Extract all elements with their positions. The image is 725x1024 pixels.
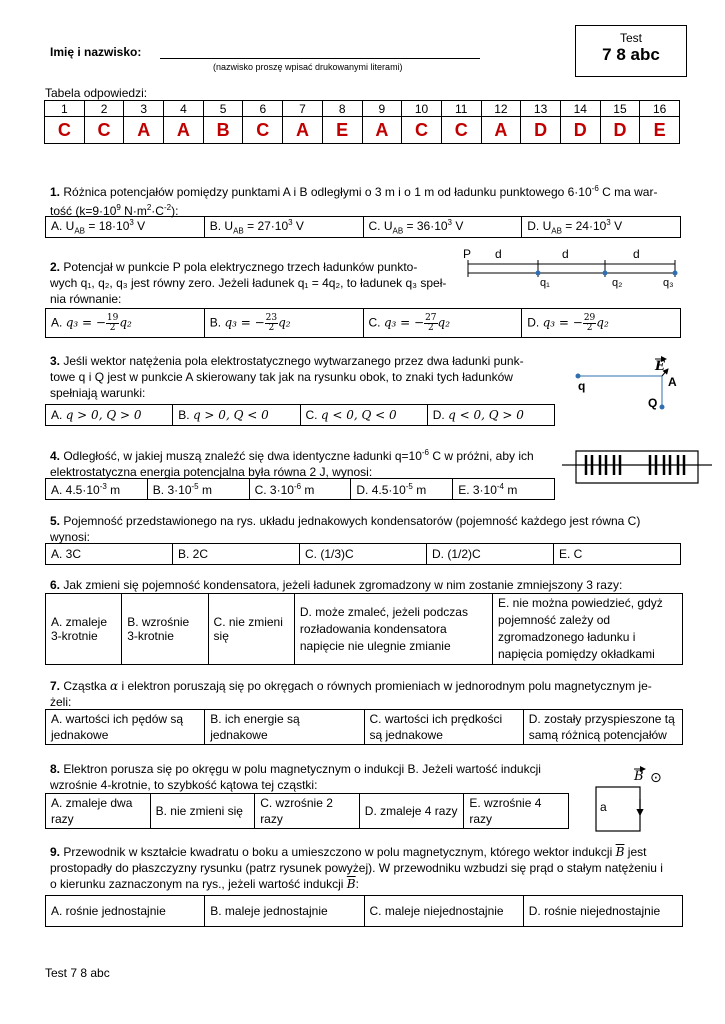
q2-diagram: [460, 244, 685, 294]
answers-number-row: [45, 101, 680, 117]
answer-letter-9[interactable]: A: [362, 117, 402, 144]
q9-text-b: jest: [624, 845, 647, 859]
name-label: Imię i nazwisko:: [50, 45, 142, 59]
q8-label-a: a: [600, 800, 607, 814]
q8-option-e[interactable]: E. wzrośnie 4 razy: [464, 794, 569, 829]
q2-text: Potencjał w punkcie P pola elektrycznego trzech ładunków punkto-: [60, 260, 418, 274]
q7-option-a[interactable]: A. wartości ich pędów są jednakowe: [46, 710, 205, 745]
answer-letter-13[interactable]: D: [521, 117, 561, 144]
q2-option-d[interactable]: D. q₃ = − $\frac{29}{2}$ q₂: [522, 309, 681, 338]
q2-label-p: P: [463, 247, 472, 261]
q1-line2-d: ):: [171, 204, 179, 218]
answer-letter-15[interactable]: D: [600, 117, 640, 144]
q1-line2-exp: 9: [116, 203, 121, 212]
q3-option-d[interactable]: D. q < 0, Q > 0: [427, 405, 554, 426]
q5-options: [45, 543, 681, 565]
question-8: [50, 761, 590, 793]
q9-option-d[interactable]: D. rośnie niejednostajnie: [523, 896, 682, 927]
q9-option-b[interactable]: B. maleje jednostajnie: [205, 896, 364, 927]
q9-option-a[interactable]: A. rośnie jednostajnie: [46, 896, 205, 927]
q4-line2: elektrostatyczna energia potencjalna była równa 2 J, wynosi:: [50, 465, 373, 479]
q2-label-d1: d: [495, 247, 502, 261]
q2-point-q3: [673, 271, 678, 276]
answer-number-6: 6: [243, 101, 283, 117]
q6-option-c[interactable]: C. nie zmieni się: [208, 594, 294, 665]
q1-line2-c: ·C: [151, 204, 164, 218]
q9-line3: o kierunku zaznaczonym na rys., jeżeli wartość indukcji: [50, 877, 347, 891]
q2-options: [45, 308, 681, 338]
answer-number-15: 15: [600, 101, 640, 117]
q2-line3: nia równanie:: [50, 292, 122, 306]
q4-option-d[interactable]: D. $4.5\cdot 10^{-5}$ m: [351, 479, 453, 500]
answer-number-5: 5: [203, 101, 243, 117]
test-label: Test: [619, 31, 642, 45]
q1-option-c[interactable]: C. $U_{AB} = 36\cdot 10^3$ V: [363, 217, 522, 238]
q4-exp: -6: [421, 448, 429, 457]
q3-text: Jeśli wektor natężenia pola elektrostatycznego wytwarzanego przez dwa ładunki punk-: [60, 354, 524, 368]
q5-option-a[interactable]: A. 3C: [46, 544, 173, 565]
answer-number-10: 10: [402, 101, 442, 117]
q6-options: [45, 593, 683, 665]
q1-text: Różnica potencjałów pomiędzy punktami A i B odległymi o 3 m i o 1 m od ładunku punktowego 6·10: [60, 185, 592, 199]
answer-number-3: 3: [124, 101, 164, 117]
q3-option-c[interactable]: C. q < 0, Q < 0: [300, 405, 427, 426]
q3-point-Q: [660, 405, 665, 410]
question-5: [50, 513, 690, 545]
q5-number: 5.: [50, 514, 61, 528]
answer-letter-2[interactable]: C: [84, 117, 124, 144]
q2-label-q3: q₃: [663, 277, 674, 289]
q8-label-b: B: [634, 769, 644, 784]
q3-label-q: q: [578, 379, 586, 393]
q2-option-a[interactable]: A. q₃ = − $\frac{19}{2}$ q₂: [46, 309, 205, 338]
answer-number-12: 12: [481, 101, 521, 117]
name-line[interactable]: [160, 58, 480, 59]
q4-option-b[interactable]: B. $3\cdot 10^{-5}$ m: [147, 479, 249, 500]
q4-option-c[interactable]: C. $3\cdot 10^{-6}$ m: [249, 479, 351, 500]
answer-letter-6[interactable]: C: [243, 117, 283, 144]
q5-option-c[interactable]: C. (1/3)C: [300, 544, 427, 565]
answers-letter-row: [45, 117, 680, 144]
q7-text: Cząstka: [60, 679, 111, 693]
q3-option-a[interactable]: A. q > 0, Q > 0: [46, 405, 173, 426]
q7-option-b[interactable]: B. ich energie są jednakowe: [205, 710, 364, 745]
q1-line2-exp3: -2: [163, 203, 172, 212]
answer-letter-11[interactable]: C: [441, 117, 481, 144]
q2-number: 2.: [50, 260, 61, 274]
question-6: [50, 577, 690, 593]
q4-option-a[interactable]: A. $4.5\cdot 10^{-3}$ m: [46, 479, 148, 500]
q8-option-d[interactable]: D. zmaleje 4 razy: [359, 794, 464, 829]
question-3: [50, 353, 570, 401]
q1-line2-exp2: 2: [146, 203, 152, 212]
q6-option-e[interactable]: E. nie można powiedzieć, gdyż pojemność zależy od zgromadzonego ładunku i napięcia pomiędzy okładkami: [492, 594, 682, 665]
q2-option-b[interactable]: B. q₃ = − $\frac{23}{2}$ q₂: [204, 309, 363, 338]
q1-line2-b: N·m: [120, 204, 147, 218]
q2-point-q1: [536, 271, 541, 276]
q5-line2: wynosi:: [50, 530, 91, 544]
q5-option-b[interactable]: B. 2C: [173, 544, 300, 565]
q3-label-a: A: [668, 375, 677, 389]
answer-number-9: 9: [362, 101, 402, 117]
q7-option-c[interactable]: C. wartości ich prędkości są jednakowe: [364, 710, 523, 745]
q6-number: 6.: [50, 578, 61, 592]
q4-text: Odległość, w jakiej muszą znaleźć się dwa identyczne ładunki q=10: [60, 449, 422, 463]
answer-letter-10[interactable]: C: [402, 117, 442, 144]
question-4: [50, 445, 560, 480]
test-box: [575, 25, 687, 77]
q9-vec-b: $\overline{B}$: [615, 845, 625, 859]
q3-point-q: [576, 374, 581, 379]
q3-options: [45, 404, 555, 426]
question-1: [50, 181, 680, 219]
q8-options: [45, 793, 569, 829]
q2-label-d3: d: [633, 247, 640, 261]
q8-option-c[interactable]: C. wzrośnie 2 razy: [255, 794, 360, 829]
q7-option-d[interactable]: D. zostały przyspieszone tą samą różnicą potencjałów: [523, 710, 682, 745]
answers-title: Tabela odpowiedzi:: [45, 86, 148, 100]
question-7: [50, 678, 690, 710]
q1-option-d[interactable]: D. $U_{AB} = 24\cdot 10^3$ V: [522, 217, 681, 238]
answer-number-2: 2: [84, 101, 124, 117]
answer-letter-8[interactable]: E: [322, 117, 362, 144]
q1-option-a[interactable]: A. $U_{AB} = 18\cdot 10^3$ V: [46, 217, 205, 238]
answer-letter-12[interactable]: A: [481, 117, 521, 144]
q5-capacitor-diagram: [562, 443, 712, 493]
answer-number-13: 13: [521, 101, 561, 117]
q8-number: 8.: [50, 762, 61, 776]
q1-line2: tość (k=9·10: [50, 204, 117, 218]
q2-point-q2: [603, 271, 608, 276]
q9-line2: prostopadły do płaszczyzny rysunku (patrz rysunek powyżej). W przewodniku wzbudzi się prąd o stałym natężeniu i: [50, 861, 663, 875]
q7-alpha: α: [110, 679, 119, 693]
answer-letter-14[interactable]: D: [560, 117, 600, 144]
q1-number: 1.: [50, 185, 61, 199]
q9-number: 9.: [50, 845, 61, 859]
q4-text-b: C w próżni, aby ich: [429, 449, 534, 463]
q8-dot-icon: ⊙: [650, 770, 662, 786]
q9-options: [45, 895, 683, 927]
q3-diagram: [570, 355, 680, 415]
q6-option-b[interactable]: B. wzrośnie 3-krotnie: [122, 594, 208, 665]
q8-option-b[interactable]: B. nie zmieni się: [150, 794, 255, 829]
q5-option-d[interactable]: D. (1/2)C: [427, 544, 554, 565]
q8-option-a[interactable]: A. zmaleje dwa razy: [46, 794, 151, 829]
q2-line2: wych q₁, q₂, q₃ jest równy zero. Jeżeli ładunek q₁ = 4q₂, to ładunek q₃ speł-: [50, 276, 447, 290]
q3-label-e: E: [655, 359, 665, 374]
answers-table: [44, 100, 680, 144]
q1-options: [45, 216, 681, 238]
q4-option-e[interactable]: E. $3\cdot 10^{-4}$ m: [453, 479, 555, 500]
q9-text: Przewodnik w kształcie kwadratu o boku a umieszczono w polu magnetycznym, którego wektor indukcji: [60, 845, 616, 859]
footer-text: Test 7 8 abc: [45, 966, 110, 980]
q9-option-c[interactable]: C. maleje niejednostajnie: [364, 896, 523, 927]
q3-line2: towe q i Q jest w punkcie A skierowany tak jak na rysunku obok, to znaki tych ładunków: [50, 370, 513, 384]
answer-number-11: 11: [441, 101, 481, 117]
q1-exp: -6: [591, 184, 599, 193]
q7-line2: żeli:: [50, 695, 72, 709]
answer-number-8: 8: [322, 101, 362, 117]
q2-label-q1: q₁: [540, 277, 550, 289]
answer-number-1: 1: [45, 101, 85, 117]
q7-options: [45, 709, 683, 745]
q7-text-b: i elektron poruszają się po okręgach o równych promieniach w jednorodnym polu magnetycznym je-: [118, 679, 652, 693]
q6-text: Jak zmieni się pojemność kondensatora, jeżeli ładunek zgromadzony w nim zostanie zmniejszony 3 razy:: [60, 578, 623, 592]
answer-letter-4[interactable]: A: [164, 117, 204, 144]
question-2: [50, 259, 460, 307]
q5-text: Pojemność przedstawionego na rys. układu jednakowych kondensatorów (pojemność każdego jest równa C): [60, 514, 641, 528]
q3-line3: spełniają warunki:: [50, 386, 146, 400]
q3-option-b[interactable]: B. q > 0, Q < 0: [173, 405, 300, 426]
answer-letter-1[interactable]: C: [45, 117, 85, 144]
q2-option-c[interactable]: C. q₃ = − $\frac{27}{2}$ q₂: [363, 309, 522, 338]
test-class: 7 8 abc: [602, 45, 660, 64]
q7-number: 7.: [50, 679, 61, 693]
q6-option-d[interactable]: D. może zmaleć, jeżeli podczas rozładowania kondensatora napięcie nie ulegnie zmianie: [294, 594, 492, 665]
q4-number: 4.: [50, 449, 61, 463]
answer-letter-16[interactable]: E: [640, 117, 680, 144]
answer-number-14: 14: [560, 101, 600, 117]
q8-text: Elektron porusza się po okręgu w polu magnetycznym o indukcji B. Jeżeli wartość indukcji: [60, 762, 541, 776]
q2-label-d2: d: [562, 247, 569, 261]
q3-label-Q: Q: [648, 396, 658, 410]
answer-letter-5[interactable]: B: [203, 117, 243, 144]
answer-letter-3[interactable]: A: [124, 117, 164, 144]
q2-label-q2: q₂: [612, 277, 623, 289]
q8-diagram: [590, 765, 670, 835]
q3-number: 3.: [50, 354, 61, 368]
q9-line3-b: :: [355, 877, 359, 891]
q9-vec-b-2: $\overline{B}$: [346, 877, 356, 891]
answer-number-4: 4: [164, 101, 204, 117]
q4-options: [45, 478, 555, 500]
q1-option-b[interactable]: B. $U_{AB} = 27\cdot 10^3$ V: [204, 217, 363, 238]
q8-line2: wzrośnie 4-krotnie, to szybkość kątowa tej cząstki:: [50, 778, 318, 792]
q6-option-a[interactable]: A. zmaleje 3-krotnie: [46, 594, 122, 665]
answer-number-16: 16: [640, 101, 680, 117]
answer-number-7: 7: [283, 101, 323, 117]
q1-text-b: C ma war-: [598, 185, 658, 199]
name-hint: (nazwisko proszę wpisać drukowanymi literami): [213, 62, 403, 72]
answer-letter-7[interactable]: A: [283, 117, 323, 144]
question-9: [50, 844, 690, 892]
q5-option-e[interactable]: E. C: [554, 544, 681, 565]
